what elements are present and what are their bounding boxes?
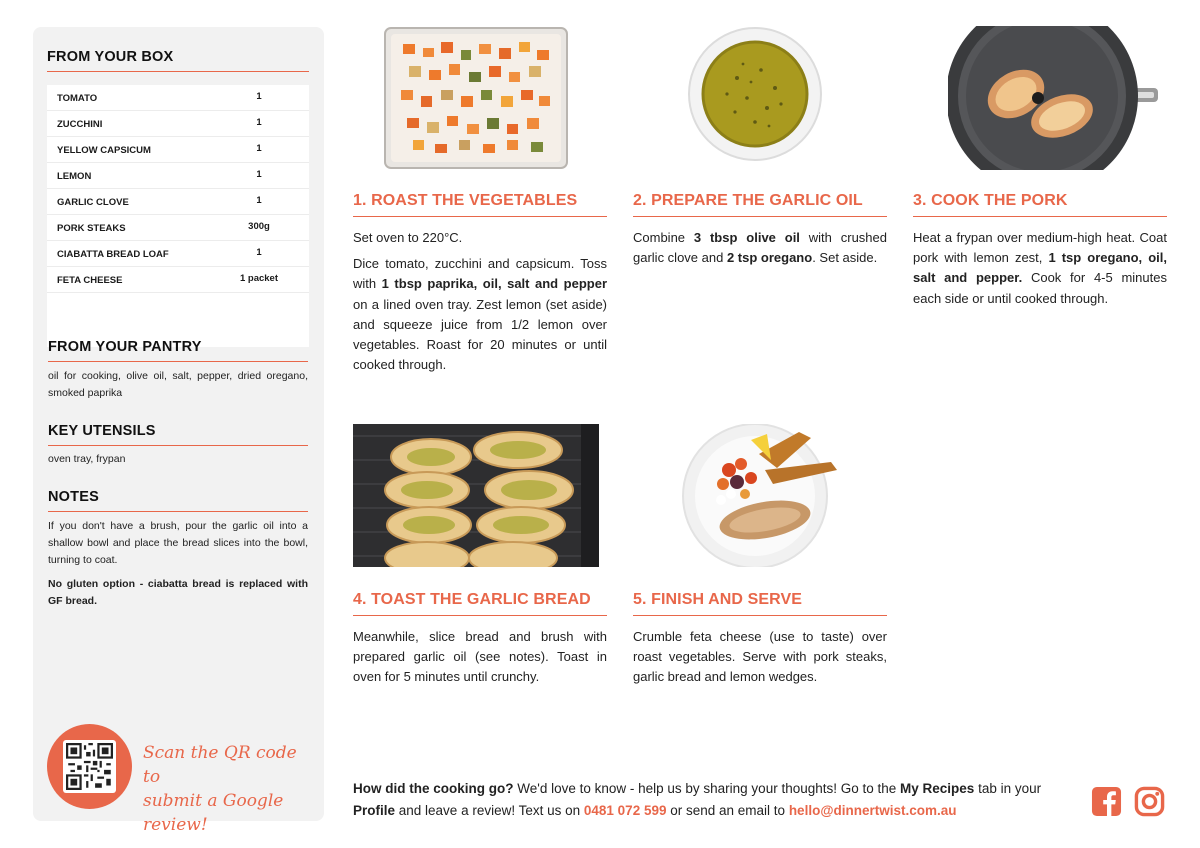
divider: [913, 216, 1167, 217]
divider: [48, 361, 308, 362]
utensils-text: oven tray, frypan: [48, 453, 126, 465]
pantry-text: oil for cooking, olive oil, salt, pepper, dried oregano, smoked paprika: [48, 370, 308, 399]
step-5-body: Crumble feta cheese (use to taste) over roast vegetables. Serve with pork steaks, garlic bread and lemon wedges.: [633, 629, 887, 685]
divider: [47, 71, 309, 72]
garlic-oil-photo: [687, 26, 823, 162]
notes-text: If you don't have a brush, pour the garlic oil into a shallow bowl and place the bread slices into the bowl, turning to coat.: [48, 520, 308, 566]
step-4-title: 4. TOAST THE GARLIC BREAD: [353, 591, 591, 608]
pantry-heading: FROM YOUR PANTRY: [48, 339, 202, 355]
step-1-body: Set oven to 220°C. Dice tomato, zucchini and capsicum. Toss with 1 tbsp paprika, oil, salt and pepper on a lined oven tray. Zest lemon (set aside) and squeeze juice from 1/2 lemon over vegetables. Roast for 20 minutes or until cooked through.: [353, 230, 608, 373]
garlic-bread-photo: [353, 424, 599, 567]
divider: [633, 615, 887, 616]
sidebar: [33, 27, 324, 835]
phone-link[interactable]: 0481 072 599: [583, 803, 667, 818]
gluten-note: No gluten option - ciabatta bread is replaced with GF bread.: [48, 578, 308, 607]
table-row: TOMATO 1: [47, 85, 309, 111]
profile-link[interactable]: Profile: [353, 803, 396, 818]
step-4-body: Meanwhile, slice bread and brush with prepared garlic oil (see notes). Toast in oven for 5 minutes until crunchy.: [353, 629, 607, 685]
step-3-body: Heat a frypan over medium-high heat. Coat pork with lemon zest, 1 tsp oregano, oil, salt and pepper. Cook for 4-5 minutes each side or until cooked through.: [913, 230, 1167, 306]
finished-plate-photo: [681, 424, 841, 567]
utensils-heading: KEY UTENSILS: [48, 423, 156, 439]
step-3-title: 3. COOK THE PORK: [913, 192, 1068, 209]
review-footer: How did the cooking go? We'd love to know - help us by sharing your thoughts! Go to the My Recipes tab in your Profile and leave a review! Text us on 0481 072 599 or send an email to hello@dinnertwist.com.au: [353, 781, 1042, 818]
table-row: LEMON 1: [47, 163, 309, 189]
step-5-title: 5. FINISH AND SERVE: [633, 591, 803, 608]
table-row: PORK STEAKS 300g: [47, 215, 309, 241]
divider: [633, 216, 887, 217]
my-recipes-link[interactable]: My Recipes: [900, 781, 975, 796]
roasted-vegetables-photo: [383, 26, 569, 170]
divider: [353, 216, 607, 217]
frypan-pork-photo: [948, 26, 1160, 170]
qr-badge[interactable]: [47, 724, 132, 809]
table-row: CIABATTA BREAD LOAF 1: [47, 241, 309, 267]
divider: [48, 511, 308, 512]
notes-heading: NOTES: [48, 489, 99, 505]
step-2-body: Combine 3 tbsp olive oil with crushed garlic clove and 2 tsp oregano. Set aside.: [633, 230, 888, 266]
divider: [353, 615, 607, 616]
qr-code-icon[interactable]: [63, 740, 116, 793]
step-1-title: 1. ROAST THE VEGETABLES: [353, 192, 578, 209]
table-row: YELLOW CAPSICUM 1: [47, 137, 309, 163]
table-row: GARLIC CLOVE 1: [47, 189, 309, 215]
divider: [48, 445, 308, 446]
qr-caption: Scan the QR code to submit a Google review!: [143, 743, 297, 835]
table-row: FETA CHEESE 1 packet: [47, 267, 309, 293]
instagram-icon[interactable]: [1134, 786, 1165, 817]
email-link[interactable]: hello@dinnertwist.com.au: [788, 803, 957, 818]
facebook-icon[interactable]: [1091, 786, 1122, 817]
table-row: ZUCCHINI 1: [47, 111, 309, 137]
box-heading: FROM YOUR BOX: [47, 49, 174, 65]
box-ingredients-table: [47, 85, 309, 347]
step-2-title: 2. PREPARE THE GARLIC OIL: [633, 192, 863, 209]
